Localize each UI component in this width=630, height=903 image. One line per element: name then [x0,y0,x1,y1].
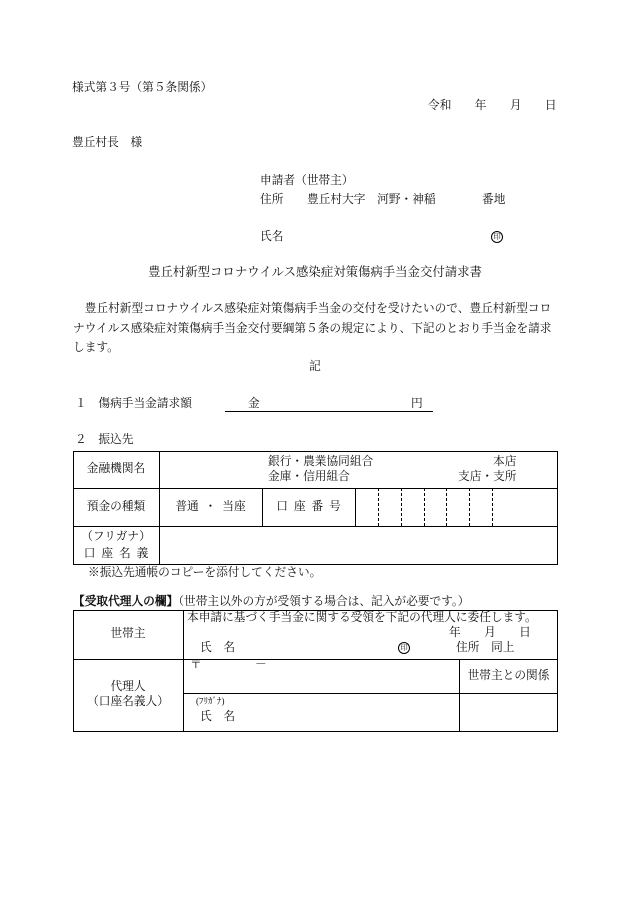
institution-types-2: 金庫・信用組合 [268,470,350,483]
applicant-seal-mark [491,231,503,243]
proxy-table-inner-row-divider [183,693,558,694]
applicant-address-value: 豊丘村大字 河野・神稲 [307,193,436,206]
claim-amount-suffix: 円 [411,397,423,410]
addressee: 豊丘村長 様 [72,136,143,149]
branch-types-1: 本店 [493,455,517,468]
form-number: 様式第３号（第５条関係） [72,81,213,94]
proxy-table-row-divider [73,659,558,660]
seal-mark-label: 印 [493,232,501,241]
agent-sub-label: （口座名義人） [87,695,169,708]
applicant-name-label: 氏名 [260,230,284,243]
deposit-type-label: 預金の種類 [86,500,146,513]
delegation-text: 本申請に基づく手当金に関する受領を下記の代理人に委任します。 [187,611,537,624]
householder-label: 世帯主 [110,627,146,640]
proxy-section-title: 【受取代理人の欄】 [73,595,179,608]
account-digit-divider [469,488,470,526]
proxy-table-column-divider [183,610,184,732]
deposit-type-options: 普通 ・ 当座 [175,500,246,513]
applicant-address-label: 住所 [260,193,284,206]
seal-mark-label: 印 [400,643,408,652]
account-holder-label: 口 座 名 義 [83,547,149,560]
account-digit-divider [492,488,493,526]
date-line: 令和 年 月 日 [428,99,557,112]
postal-dash: － [255,658,267,671]
account-number-label: 口 座 番 号 [276,500,341,513]
bank-table-row-divider [73,526,558,527]
proxy-section-note: （世帯主以外の方が受領する場合は、記入が必要です。） [178,595,470,608]
claim-amount-label: １ 傷病手当金請求額 [75,397,192,410]
delegation-date: 年 月 日 [449,626,531,639]
householder-name-label: 氏 名 [200,641,236,654]
body-line-1: 豊丘村新型コロナウイルス感染症対策傷病手当金の交付を受けたいので、豊丘村新型コロ [73,302,552,315]
furigana-label: （フリガナ） [81,530,151,543]
householder-seal-mark [398,642,410,654]
body-line-2: ナウイルス感染症対策傷病手当金交付要綱第５条の規定により、下記のとおり手当金を請求 [73,322,552,335]
applicant-address-suffix: 番地 [482,193,506,206]
account-digit-divider [401,488,402,526]
institution-types-1: 銀行・農業協同組合 [268,455,374,468]
institution-label: 金融機関名 [86,462,146,475]
bank-table-row-divider [73,488,558,489]
agent-label: 代理人 [110,680,146,693]
bank-table-column-divider [355,488,356,526]
householder-address: 住所 同上 [456,641,515,654]
account-digit-divider [424,488,425,526]
account-digit-divider [446,488,447,526]
branch-types-2: 支店・支所 [458,470,517,483]
applicant-heading: 申請者（世帯主） [260,174,354,187]
postal-mark: 〒 [190,658,202,671]
account-digit-divider [378,488,379,526]
ki-mark: 記 [309,360,321,373]
proxy-section-heading [73,595,469,609]
agent-name-label: 氏 名 [200,710,236,723]
claim-amount-underline [225,411,433,412]
passbook-copy-note: ※振込先通帳のコピーを添付してください。 [88,566,322,579]
claim-amount-prefix: 金 [248,397,260,410]
relation-label: 世帯主との関係 [467,669,550,682]
document-title: 豊丘村新型コロナウイルス感染症対策傷病手当金交付請求書 [148,265,482,279]
transfer-label: ２ 振込先 [75,433,134,446]
body-line-3: します。 [73,341,119,354]
agent-furigana-label: (ﾌﾘｶﾞﾅ) [196,696,225,706]
